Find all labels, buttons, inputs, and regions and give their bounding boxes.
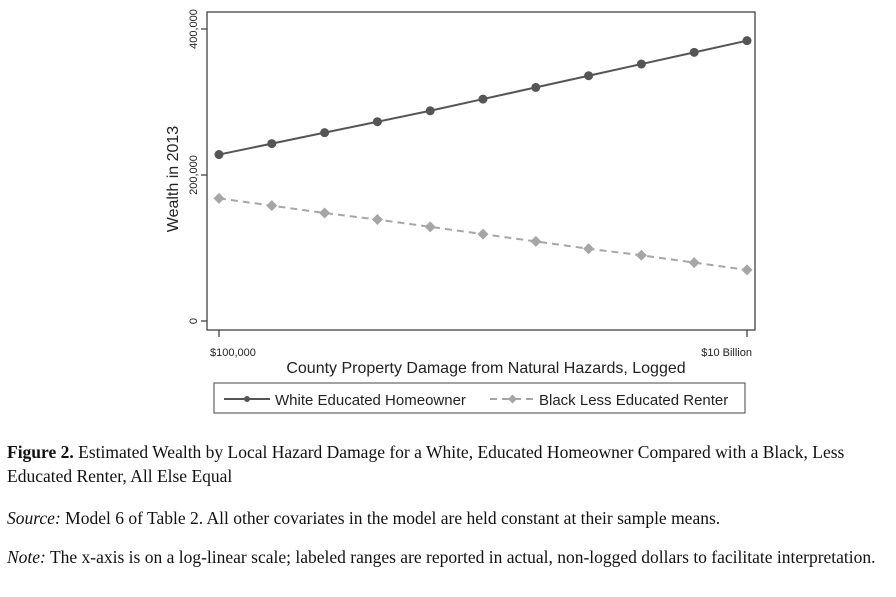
data-point: [530, 236, 541, 247]
source-caption: [7, 506, 889, 530]
data-point: [266, 200, 277, 211]
source-label: Source:: [7, 508, 61, 528]
data-point: [636, 250, 647, 261]
y-axis: [188, 9, 207, 324]
data-point: [373, 117, 382, 126]
y-axis-title: Wealth in 2013: [165, 125, 182, 233]
data-point: [637, 60, 646, 69]
legend-label-white-educated-homeowner: White Educated Homeowner: [275, 392, 466, 409]
y-tick-label: 200,000: [188, 155, 200, 195]
data-point: [372, 214, 383, 225]
data-point: [425, 221, 436, 232]
data-point: [319, 207, 330, 218]
data-point: [690, 48, 699, 57]
data-point: [689, 257, 700, 268]
legend-swatch-marker: [244, 396, 250, 402]
note-caption: [7, 545, 889, 569]
figure-label: Figure 2.: [7, 442, 74, 462]
figure-text: Estimated Wealth by Local Hazard Damage for a White, Educated Homeowner Compared with a Black, Less Educated Renter, All Else Equal: [7, 442, 845, 486]
x-axis: [210, 330, 752, 359]
data-point: [214, 193, 225, 204]
plot-frame: [207, 12, 755, 330]
data-point: [320, 128, 329, 137]
legend-label-black-less-educated-renter: Black Less Educated Renter: [539, 392, 729, 409]
data-point: [743, 36, 752, 45]
data-point: [267, 139, 276, 148]
source-text: Model 6 of Table 2. All other covariates in the model are held constant at their sample means.: [60, 508, 721, 528]
x-tick-label: $100,000: [210, 347, 256, 359]
data-point: [215, 150, 224, 159]
data-point: [583, 243, 594, 254]
y-tick-label: 0: [188, 317, 200, 325]
figure-caption: [7, 440, 889, 488]
x-axis-title: County Property Damage from Natural Hazards, Logged: [286, 360, 686, 377]
series-layer: [214, 36, 753, 275]
data-point: [479, 95, 488, 104]
data-point: [742, 264, 753, 275]
note-label: Note:: [7, 547, 46, 567]
data-point: [531, 83, 540, 92]
data-point: [478, 229, 489, 240]
note-text: The x-axis is on a log-linear scale; labeled ranges are reported in actual, non-logged dollars to facilitate interpretation.: [45, 547, 876, 567]
y-tick-label: 400,000: [188, 9, 200, 49]
data-point: [584, 71, 593, 80]
x-tick-label: $10 Billion: [701, 347, 752, 359]
legend: [214, 383, 745, 413]
data-point: [426, 106, 435, 115]
